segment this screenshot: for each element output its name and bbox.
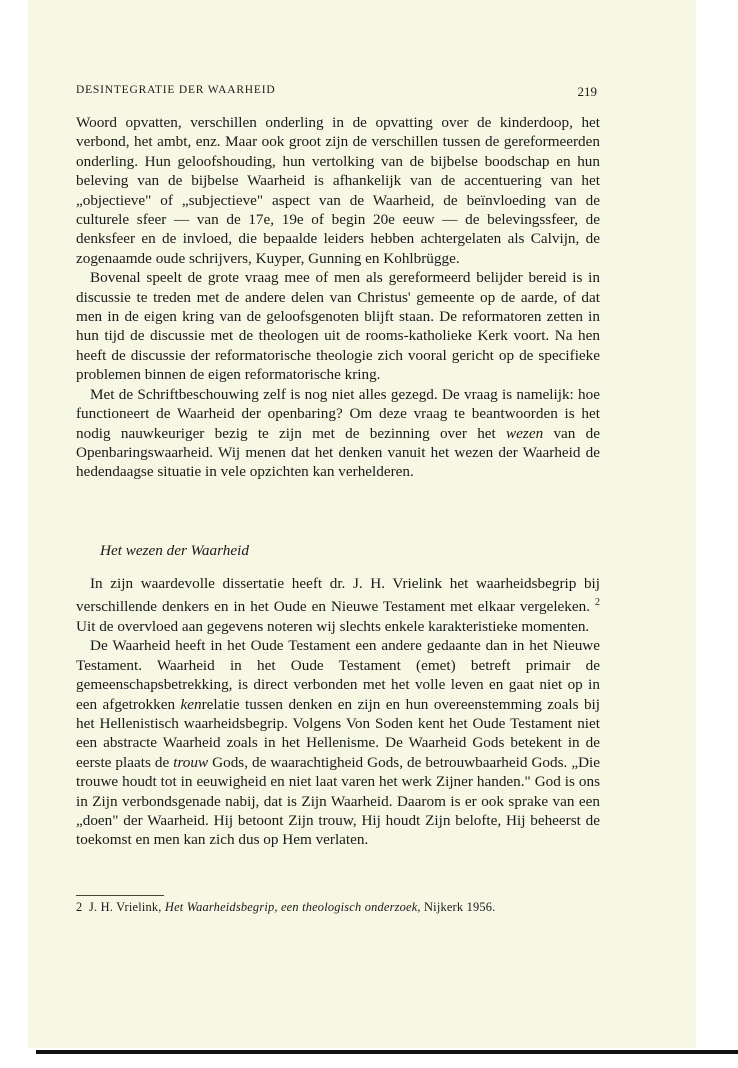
footnote-author: J. H. Vrielink, [89,900,162,914]
emphasis: ken [180,695,202,713]
paragraph: Bovenal speelt de grote vraag mee of men als gereformeerd belijder bereid is in discussie te treden met de andere delen van Christus' gemeente op de aarde, of dat men in de eigen kring van de geloofsgenoten blijft staan. De reformatoren zetten in hun tijd de discussie met de theologen uit de rooms-katholieke Kerk voort. Na hen heeft de discussie der reformatorische theologie zich vooral gericht op de specifieke problemen binnen de eigen reformatorische kring. [76,269,600,384]
emphasis: trouw [173,753,209,771]
emphasis: wezen [506,424,544,442]
footnote-place: Nijkerk 1956. [424,900,496,914]
text-block-1 [76,113,600,482]
page-number: 219 [577,84,597,99]
text-block-2 [76,574,600,850]
footnote-number: 2 [76,900,83,914]
footnote-divider [76,895,164,896]
paragraph: Met de Schriftbeschouwing zelf is nog niet alles gezegd. De vraag is namelijk: hoe functioneert de Waarheid der openbaring? Om deze vraag te beantwoorden is het nodig nauwkeuriger bezig te zijn met de bezinning over het wezen van de Openbaringswaarheid. Wij menen dat het denken vanuit het wezen der Waarheid de hedendaagse situatie in vele opzichten kan verhelderen. [76,385,600,481]
running-title: DESINTEGRATIE DER WAARHEID [76,84,276,96]
footnote-title: Het Waarheidsbegrip, een theologisch onderzoek, [164,900,421,914]
footnote-ref[interactable]: 2 [595,597,600,609]
section-heading: Het wezen der Waarheid [100,542,249,559]
paragraph: De Waarheid heeft in het Oude Testament een andere gedaante dan in het Nieuwe Testament. Waarheid in het Oude Testament (emet) betreft primair de gemeenschapsbetrekking, is direct verbonden met het volle leven en gaat niet op in een afgetrokken kenrelatie tussen denken en zijn en hun overeenstemming zoals bij het Hellenistisch waarheidsbegrip. Volgens Von Soden kent het Oude Testament niet een abstracte Waarheid zoals in het Hellenisme. De Waarheid Gods betekent in de eerste plaats de trouw Gods, de waarachtigheid Gods, de betrouwbaarheid Gods. „Die trouwe houdt tot in eeuwigheid en niet laat varen het werk Zijner handen." God is ons in Zijn verbondsgenade nabij, dat is Zijn Waarheid. Daarom is er ook sprake van een „doen" der Waarheid. Hij betoont Zijn trouw, Hij houdt Zijn belofte, Hij beheerst de toekomst en men kan zich dus op Hem verlaten. [76,637,601,849]
paragraph: Woord opvatten, verschillen onderling in de opvatting over de kinderdoop, het verbond, het ambt, enz. Maar ook groot zijn de verschillen tussen de gereformeerden onderling. Hun geloofshouding, hun vertolking van de bijbelse boodschap en hun beleving van de bijbelse Waarheid is afhankelijk van de accentuering van het „objectieve" of „subjectieve" aspect van de Waarheid, de beïnvloeding van de culturele sfeer — van de 17e, 19e of begin 20e eeuw — de belevingssfeer, de denksfeer en de invloed, die bepaalde leiders hebben achtergelaten als Calvijn, de zogenaamde oude schrijvers, Kuyper, Gunning en Kohlbrügge. [76,114,600,267]
footnote [76,900,602,915]
paragraph: In zijn waardevolle dissertatie heeft dr. J. H. Vrielink het waarheidsbegrip bij verschillende denkers en in het Oude en Nieuwe Testament met elkaar vergeleken. $^2$ Uit de overvloed aan gegevens noteren wij slechts enkele karakteristieke momenten. [76,575,600,635]
scan-edge [36,1050,738,1054]
